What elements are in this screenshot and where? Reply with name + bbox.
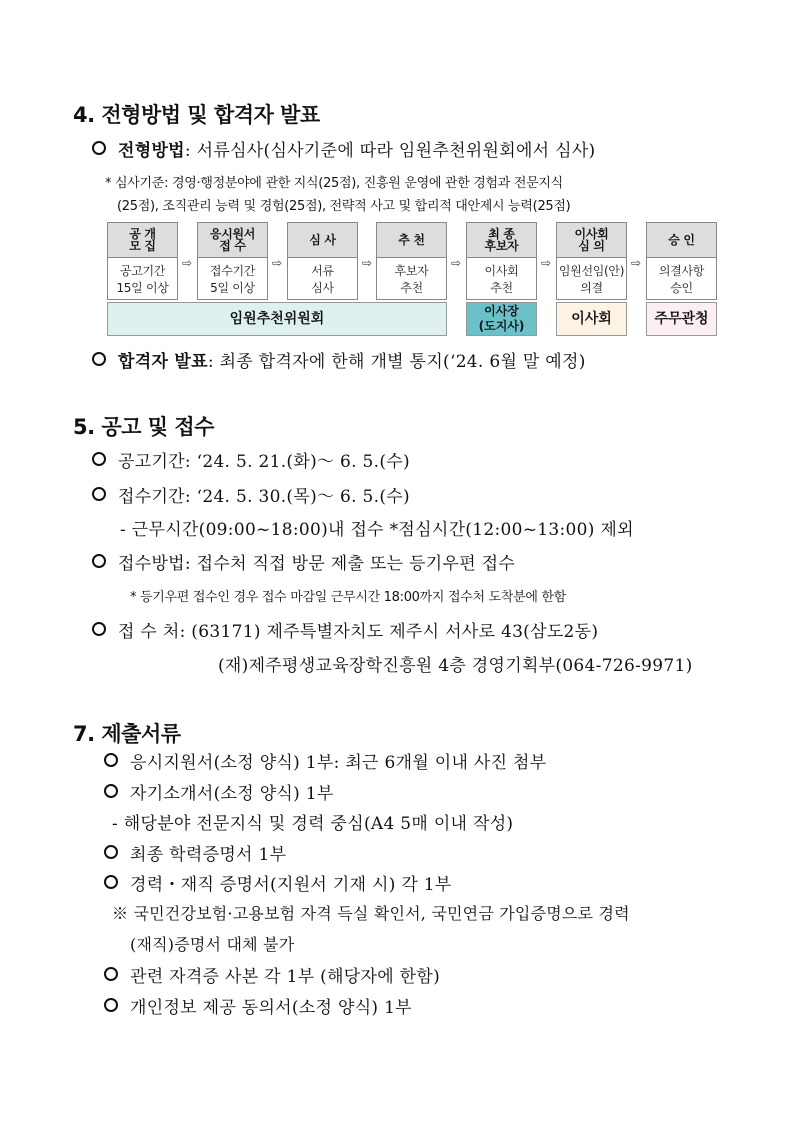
circle-bullet-icon [104,753,118,767]
arrow-right-icon: ⇨ [181,256,193,270]
flow-step [646,222,717,300]
circle-bullet-icon [92,554,106,568]
doc-item-text: 경력・재직 증명서(지원서 기재 시) 각 1부 [130,875,452,895]
section-7-heading: 7. 제출서류 [73,722,181,746]
circle-bullet-icon [104,998,118,1012]
receipt-place-line [92,617,598,642]
doc-note-line-2: (재직)증명서 대체 불가 [130,935,295,954]
flow-step-title: 승 인 [647,223,716,258]
receipt-method-line [92,549,515,574]
arrow-right-icon: ⇨ [540,256,552,270]
doc-item-text: 최종 학력증명서 1부 [130,845,287,865]
criteria-line-2: (25점), 조직관리 능력 및 경험(25점), 전략적 사고 및 합리적 대안제시 능력(25점) [117,199,571,214]
flow-step-title: 추 천 [377,223,446,258]
method-text: : 서류심사(심사기준에 따라 임원추천위원회에서 심사) [184,141,596,161]
circle-bullet-icon [104,875,118,889]
circle-bullet-icon [92,352,106,366]
circle-bullet-icon [92,622,106,636]
flow-step [287,222,358,300]
doc-item-text: 자기소개서(소정 양식) 1부 [130,784,334,804]
flow-step-title: 최 종 후보자 [467,223,536,258]
flow-step-desc: 후보자 추천 [394,263,429,295]
selection-flow-diagram [107,222,721,336]
doc-note-line-1: ※ 국민건강보험·고용보험 자격 득실 확인서, 국민연금 가입증명으로 경력 [112,904,630,923]
section-4-heading: 4. 전형방법 및 합격자 발표 [73,103,320,127]
flow-step-title: 공 개 모 집 [108,223,177,258]
circle-bullet-icon [92,141,106,155]
working-hours: - 근무시간(09:00~18:00)내 접수 *점심시간(12:00~13:00) 제외 [120,520,634,540]
result-text: : 최종 합격자에 한해 개별 통지(‘24. 6월 말 예정) [207,352,586,372]
circle-bullet-icon [104,845,118,859]
flow-step-desc: 공고기간 15일 이상 [116,263,169,295]
arrow-right-icon: ⇨ [271,256,283,270]
arrow-right-icon: ⇨ [630,256,642,270]
flow-step-title: 이사회 심 의 [557,223,626,258]
receipt-method: 접수방법: 접수처 직접 방문 제출 또는 등기우편 접수 [118,554,516,574]
arrow-right-icon: ⇨ [361,256,373,270]
result-label: 합격자 발표 [118,352,208,372]
method-label: 전형방법 [118,141,185,161]
method-line [92,136,595,161]
receipt-place: 접 수 처: (63171) 제주특별자치도 제주시 서사로 43(삼도2동) [118,622,599,642]
flow-step [197,222,268,300]
committee-band: 임원추천위원회 [107,302,447,336]
doc-item-text: 개인정보 제공 동의서(소정 양식) 1부 [130,998,412,1018]
circle-bullet-icon [104,967,118,981]
criteria-line-1: * 심사기준: 경영·행정분야에 관한 지식(25점), 진흥원 운영에 관한 경험과 전문지식 [105,176,563,191]
flow-step [376,222,447,300]
flow-step-desc: 의결사항 승인 [658,263,705,295]
circle-bullet-icon [104,784,118,798]
chair-band: 이사장 (도지사) [466,302,537,336]
circle-bullet-icon [92,487,106,501]
flow-step [107,222,178,300]
flow-step-title: 응시원서 접 수 [198,223,267,258]
doc-sub-item: - 해당분야 전문지식 및 경력 중심(A4 5매 이내 작성) [112,814,514,834]
receipt-period-line [92,482,410,507]
flow-step-desc: 서류 심사 [311,263,334,295]
receipt-period: 접수기간: ‘24. 5. 30.(목)～ 6. 5.(수) [118,487,410,507]
flow-step [556,222,627,300]
doc-item [104,962,440,987]
flow-step-desc: 이사회 추천 [484,263,519,295]
doc-item [104,993,412,1018]
agency-band: 주무관청 [646,302,717,336]
doc-item-text: 관련 자격증 사본 각 1부 (해당자에 한함) [130,967,441,987]
result-line [92,347,586,372]
doc-item [104,840,286,865]
flow-step-title: 심 사 [288,223,357,258]
flow-step-desc: 임원선임(안) 의결 [558,263,625,295]
doc-item-text: 응시지원서(소정 양식) 1부: 최근 6개월 이내 사진 첨부 [130,753,547,773]
circle-bullet-icon [92,452,106,466]
flow-step-desc: 접수기간 5일 이상 [209,263,256,295]
board-band: 이사회 [556,302,627,336]
mail-note: * 등기우편 접수인 경우 접수 마감일 근무시간 18:00까지 접수처 도착분에 한함 [130,590,566,605]
flow-step [466,222,537,300]
section-5-heading: 5. 공고 및 접수 [73,415,214,439]
arrow-right-icon: ⇨ [450,256,462,270]
notice-period-line [92,447,410,472]
doc-item [104,748,547,773]
doc-item [104,779,334,804]
doc-item [104,870,452,895]
receipt-place-detail: (재)제주평생교육장학진흥원 4층 경영기획부(064-726-9971) [218,656,693,676]
notice-period: 공고기간: ‘24. 5. 21.(화)～ 6. 5.(수) [118,452,410,472]
